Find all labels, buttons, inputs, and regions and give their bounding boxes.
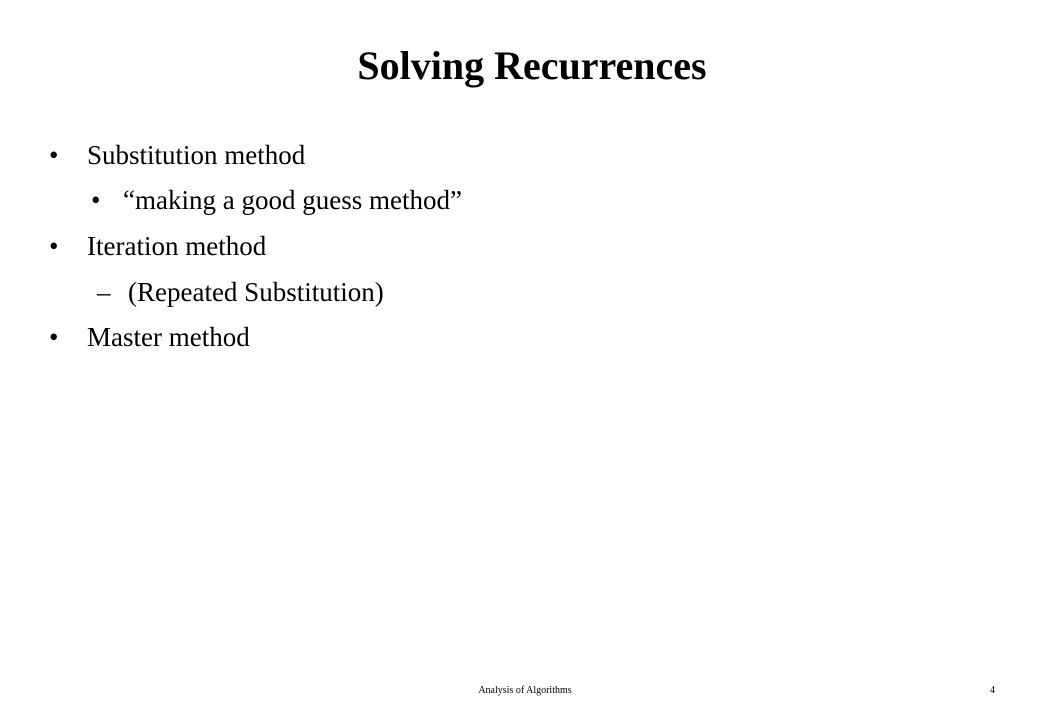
bullet-text: (Repeated Substitution) [128, 277, 384, 307]
footer-page-number: 4 [990, 685, 995, 696]
bullet-text: “making a good guess method” [123, 185, 462, 215]
bullet-text: Master method [87, 322, 250, 352]
bullet-marker: • [91, 185, 101, 215]
slide-title: Solving Recurrences [357, 43, 707, 88]
dash-marker: – [97, 277, 111, 307]
footer-course-title: Analysis of Algorithms [478, 685, 572, 696]
bullet-marker: • [49, 140, 59, 170]
bullet-text: Iteration method [87, 231, 267, 261]
bullet-marker: • [49, 231, 59, 261]
bullet-text: Substitution method [87, 140, 306, 170]
bullet-marker: • [49, 322, 59, 352]
